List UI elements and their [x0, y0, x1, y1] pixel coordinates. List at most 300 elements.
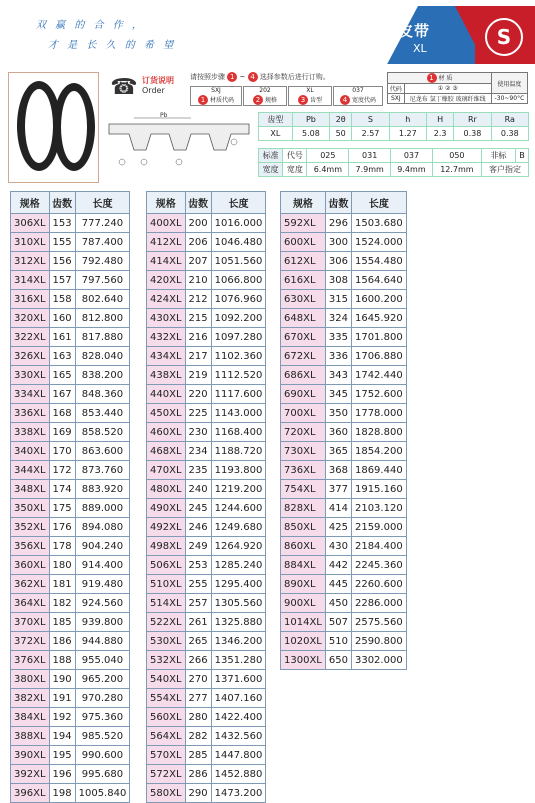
belt-length: 1371.600 [211, 670, 266, 689]
belt-length: 894.080 [75, 518, 130, 537]
belt-spec: 352XL [11, 518, 50, 537]
belt-length: 3302.000 [351, 651, 406, 670]
belt-length: 1285.240 [211, 556, 266, 575]
belt-length: 787.400 [75, 233, 130, 252]
col-teeth: 齿数 [325, 192, 351, 214]
belt-length: 1706.880 [351, 347, 406, 366]
belt-length: 1524.000 [351, 233, 406, 252]
order-step-2-num: 2 [253, 95, 263, 105]
param-header-1: Pb [292, 113, 329, 127]
page-subtitle: XL [413, 42, 427, 55]
slogan-line-2: 才 是 长 久 的 希 望 [48, 40, 177, 51]
belt-length: 1752.600 [351, 385, 406, 404]
phone-icon: ☎ [110, 75, 138, 100]
belt-teeth: 324 [325, 309, 351, 328]
belt-spec: 412XL [147, 233, 186, 252]
table-row [281, 575, 407, 594]
belt-teeth: 450 [325, 594, 351, 613]
belt-length: 1452.880 [211, 765, 266, 784]
belt-teeth: 345 [325, 385, 351, 404]
table-row [11, 366, 130, 385]
belt-teeth: 343 [325, 366, 351, 385]
belt-teeth: 157 [49, 271, 75, 290]
belt-spec: 860XL [281, 537, 326, 556]
belt-spec: 470XL [147, 461, 186, 480]
page-title: 梯型齿同步皮带 [318, 22, 431, 40]
belt-spec: 344XL [11, 461, 50, 480]
table-row [11, 651, 130, 670]
belt-teeth: 255 [185, 575, 211, 594]
table-row [281, 233, 407, 252]
width-label-top: 标准 [259, 149, 283, 163]
table-row [147, 784, 266, 803]
belt-length: 995.680 [75, 765, 130, 784]
table-row [11, 233, 130, 252]
belt-spec: 360XL [11, 556, 50, 575]
order-hint-step-b: 4 [248, 72, 258, 82]
belt-teeth: 282 [185, 727, 211, 746]
param-value-1: 5.08 [292, 127, 329, 141]
table-row [281, 214, 407, 233]
belt-spec: 1300XL [281, 651, 326, 670]
table-row [147, 575, 266, 594]
material-table [387, 72, 528, 104]
width-code-3: 050 [432, 149, 481, 163]
belt-teeth: 210 [185, 271, 211, 290]
brand-logo: S [485, 18, 523, 56]
table-row [147, 385, 266, 404]
col-spec: 规格 [11, 192, 50, 214]
col-length: 长度 [75, 192, 130, 214]
belt-teeth: 182 [49, 594, 75, 613]
width-code-2: 037 [391, 149, 433, 163]
table-row [281, 404, 407, 423]
belt-spec: 600XL [281, 233, 326, 252]
table-row [11, 594, 130, 613]
material-name-3: 玻璃纤维线 [455, 96, 486, 103]
table-row [281, 271, 407, 290]
belt-teeth: 155 [49, 233, 75, 252]
belt-length: 914.400 [75, 556, 130, 575]
table-row [11, 518, 130, 537]
belt-spec: 648XL [281, 309, 326, 328]
material-title: 材 质 [438, 75, 453, 82]
belt-teeth: 192 [49, 708, 75, 727]
table-row [11, 727, 130, 746]
param-header-7: Ra [491, 113, 528, 127]
belt-teeth: 253 [185, 556, 211, 575]
table-row [281, 632, 407, 651]
belt-teeth: 430 [325, 537, 351, 556]
belt-teeth: 188 [49, 651, 75, 670]
belt-teeth: 207 [185, 252, 211, 271]
belt-teeth: 280 [185, 708, 211, 727]
param-header-2: 2θ [330, 113, 352, 127]
belt-teeth: 510 [325, 632, 351, 651]
belt-teeth: 377 [325, 480, 351, 499]
table-row [281, 613, 407, 632]
belt-spec: 364XL [11, 594, 50, 613]
order-step-2-value: 202 [259, 87, 271, 94]
belt-teeth: 300 [325, 233, 351, 252]
belt-spec: 322XL [11, 328, 50, 347]
table-row [281, 347, 407, 366]
belt-spec: 730XL [281, 442, 326, 461]
table-row [11, 480, 130, 499]
belt-length: 1168.400 [211, 423, 266, 442]
width-code-label: 代号 [283, 149, 307, 163]
belt-spec: 320XL [11, 309, 50, 328]
belt-length: 802.640 [75, 290, 130, 309]
table-row [281, 252, 407, 271]
order-step-4 [333, 86, 383, 106]
table-row [11, 746, 130, 765]
material-temp-title: 使用温度 [491, 73, 527, 94]
order-step-4-label: 宽度代码 [351, 97, 376, 104]
material-code-1: ① [437, 85, 444, 92]
material-name-label: SXJ [388, 94, 405, 104]
table-row [281, 651, 407, 670]
table-row [281, 556, 407, 575]
belt-length: 1066.800 [211, 271, 266, 290]
belt-spec: 350XL [11, 499, 50, 518]
table-row [281, 537, 407, 556]
belt-teeth: 350 [325, 404, 351, 423]
belt-length: 1854.200 [351, 442, 406, 461]
table-row [147, 290, 266, 309]
belt-length: 944.880 [75, 632, 130, 651]
width-value-1: 7.9mm [349, 163, 391, 177]
belt-length: 1219.200 [211, 480, 266, 499]
belt-spec: 850XL [281, 518, 326, 537]
belt-teeth: 212 [185, 290, 211, 309]
table-row [147, 518, 266, 537]
belt-teeth: 186 [49, 632, 75, 651]
order-tag-en: Order [142, 86, 165, 95]
belt-spec: 672XL [281, 347, 326, 366]
belt-teeth: 414 [325, 499, 351, 518]
belt-teeth: 261 [185, 613, 211, 632]
belt-spec: 506XL [147, 556, 186, 575]
table-row [147, 670, 266, 689]
belt-spec: 440XL [147, 385, 186, 404]
param-value-7: 0.38 [491, 127, 528, 141]
belt-teeth: 178 [49, 537, 75, 556]
table-row [11, 575, 130, 594]
order-step-4-value: 037 [352, 87, 364, 94]
belt-spec: 480XL [147, 480, 186, 499]
order-step-3-label: 齿型 [309, 97, 322, 104]
belt-spec: 430XL [147, 309, 186, 328]
belt-teeth: 365 [325, 442, 351, 461]
belt-spec: 592XL [281, 214, 326, 233]
table-row [147, 347, 266, 366]
belt-length: 2575.560 [351, 613, 406, 632]
width-code-0: 025 [307, 149, 349, 163]
belt-spec: 690XL [281, 385, 326, 404]
order-step-3 [288, 86, 332, 106]
belt-spec: 336XL [11, 404, 50, 423]
belt-spec: 392XL [11, 765, 50, 784]
belt-spec: 492XL [147, 518, 186, 537]
belt-length: 1351.280 [211, 651, 266, 670]
belt-length: 1869.440 [351, 461, 406, 480]
table-row [281, 423, 407, 442]
table-row [11, 499, 130, 518]
table-row [11, 404, 130, 423]
belt-spec: 564XL [147, 727, 186, 746]
material-temp: -30~90°C [491, 94, 527, 104]
param-value-2: 50 [330, 127, 352, 141]
belt-length: 990.600 [75, 746, 130, 765]
col-spec: 规格 [281, 192, 326, 214]
belt-teeth: 217 [185, 347, 211, 366]
param-value-4: 1.27 [389, 127, 426, 141]
order-step-3-value: XL [306, 87, 314, 94]
param-header-6: Rr [454, 113, 491, 127]
table-row [11, 784, 130, 803]
table-row [11, 385, 130, 404]
belt-teeth: 169 [49, 423, 75, 442]
order-step-2-label: 规格 [264, 97, 277, 104]
belt-spec: 736XL [281, 461, 326, 480]
table-row [281, 366, 407, 385]
belt-table-2 [146, 191, 266, 803]
table-row [147, 537, 266, 556]
table-row [147, 252, 266, 271]
belt-length: 2245.360 [351, 556, 406, 575]
belt-length: 975.360 [75, 708, 130, 727]
width-value-label: 宽度 [283, 163, 307, 177]
col-spec: 规格 [147, 192, 186, 214]
belt-spec: 468XL [147, 442, 186, 461]
belt-teeth: 225 [185, 404, 211, 423]
belt-length: 1564.640 [351, 271, 406, 290]
belt-spec: 540XL [147, 670, 186, 689]
belt-teeth: 360 [325, 423, 351, 442]
belt-teeth: 285 [185, 746, 211, 765]
table-row [147, 499, 266, 518]
belt-teeth: 170 [49, 442, 75, 461]
belt-spec: 532XL [147, 651, 186, 670]
table-row [281, 290, 407, 309]
belt-length: 792.480 [75, 252, 130, 271]
belt-teeth: 277 [185, 689, 211, 708]
belt-length: 863.600 [75, 442, 130, 461]
belt-spec: 340XL [11, 442, 50, 461]
belt-length: 904.240 [75, 537, 130, 556]
belt-length: 853.440 [75, 404, 130, 423]
belt-teeth: 650 [325, 651, 351, 670]
belt-spec: 570XL [147, 746, 186, 765]
table-row [11, 328, 130, 347]
belt-teeth: 245 [185, 499, 211, 518]
table-row [11, 252, 130, 271]
order-step-1-label: 材质代码 [209, 97, 234, 104]
belt-length: 1046.480 [211, 233, 266, 252]
table-row [147, 271, 266, 290]
belt-length: 1645.920 [351, 309, 406, 328]
belt-spec: 884XL [281, 556, 326, 575]
belt-spec: 362XL [11, 575, 50, 594]
belt-spec: 414XL [147, 252, 186, 271]
table-row [147, 328, 266, 347]
order-hint [190, 72, 330, 82]
belt-spec: 700XL [281, 404, 326, 423]
belt-length: 1051.560 [211, 252, 266, 271]
belt-length: 1325.880 [211, 613, 266, 632]
belt-spec: 450XL [147, 404, 186, 423]
belt-teeth: 216 [185, 328, 211, 347]
belt-spec: 580XL [147, 784, 186, 803]
belt-teeth: 195 [49, 746, 75, 765]
table-row [11, 670, 130, 689]
table-row [11, 290, 130, 309]
belt-spec: 514XL [147, 594, 186, 613]
belt-length: 2159.000 [351, 518, 406, 537]
belt-teeth: 336 [325, 347, 351, 366]
belt-length: 1112.520 [211, 366, 266, 385]
belt-length: 812.800 [75, 309, 130, 328]
belt-length: 777.240 [75, 214, 130, 233]
belt-length: 1188.720 [211, 442, 266, 461]
belt-length: 2103.120 [351, 499, 406, 518]
order-step-1-num: 1 [198, 95, 208, 105]
belt-teeth: 153 [49, 214, 75, 233]
belt-teeth: 266 [185, 651, 211, 670]
belt-teeth: 234 [185, 442, 211, 461]
col-teeth: 齿数 [49, 192, 75, 214]
belt-spec: 314XL [11, 271, 50, 290]
table-row [147, 613, 266, 632]
belt-spec: 312XL [11, 252, 50, 271]
belt-teeth: 235 [185, 461, 211, 480]
belt-length: 1742.440 [351, 366, 406, 385]
belt-length: 797.560 [75, 271, 130, 290]
belt-spec: 330XL [11, 366, 50, 385]
belt-teeth: 445 [325, 575, 351, 594]
table-row [147, 689, 266, 708]
table-row [11, 689, 130, 708]
table-row [281, 461, 407, 480]
width-value-3: 12.7mm [432, 163, 481, 177]
param-header-4: h [389, 113, 426, 127]
belt-teeth: 335 [325, 328, 351, 347]
width-custom-value: 客户指定 [481, 163, 528, 177]
belt-length: 1554.480 [351, 252, 406, 271]
belt-teeth: 198 [49, 784, 75, 803]
table-row [281, 518, 407, 537]
belt-spec: 382XL [11, 689, 50, 708]
belt-teeth: 215 [185, 309, 211, 328]
belt-length: 985.520 [75, 727, 130, 746]
param-header-3: S [352, 113, 389, 127]
width-table [258, 148, 529, 177]
belt-length: 1346.200 [211, 632, 266, 651]
belt-spec: 310XL [11, 233, 50, 252]
belt-teeth: 167 [49, 385, 75, 404]
belt-teeth: 265 [185, 632, 211, 651]
table-row [147, 442, 266, 461]
belt-length: 919.480 [75, 575, 130, 594]
belt-teeth: 174 [49, 480, 75, 499]
belt-length: 2590.800 [351, 632, 406, 651]
width-custom-label: 非标 [481, 149, 515, 163]
col-teeth: 齿数 [185, 192, 211, 214]
belt-spec: 720XL [281, 423, 326, 442]
belt-spec: 356XL [11, 537, 50, 556]
table-row [11, 461, 130, 480]
belt-teeth: 165 [49, 366, 75, 385]
belt-length: 817.880 [75, 328, 130, 347]
belt-spec: 334XL [11, 385, 50, 404]
belt-length: 889.000 [75, 499, 130, 518]
belt-teeth: 176 [49, 518, 75, 537]
param-header-0: 齿型 [259, 113, 293, 127]
order-hint-mid: ~ [239, 73, 246, 81]
material-code-2: ② [445, 85, 451, 92]
table-row [11, 423, 130, 442]
order-hint-after: 选择参数后进行订购。 [259, 73, 330, 81]
belt-length: 939.800 [75, 613, 130, 632]
order-tag-cn: 订货说明 [142, 76, 174, 85]
table-row [11, 632, 130, 651]
belt-length: 1407.160 [211, 689, 266, 708]
belt-spec: 372XL [11, 632, 50, 651]
belt-spec: 432XL [147, 328, 186, 347]
belt-spec: 424XL [147, 290, 186, 309]
col-length: 长度 [211, 192, 266, 214]
table-row [147, 746, 266, 765]
belt-length: 1244.600 [211, 499, 266, 518]
belt-length: 1701.800 [351, 328, 406, 347]
belt-length: 1005.840 [75, 784, 130, 803]
belt-spec: 754XL [281, 480, 326, 499]
table-row [11, 537, 130, 556]
belt-length: 1828.800 [351, 423, 406, 442]
order-step-1-value: SXJ [211, 87, 221, 94]
belt-table-3 [280, 191, 407, 670]
belt-teeth: 156 [49, 252, 75, 271]
table-row [281, 499, 407, 518]
belt-teeth: 296 [325, 214, 351, 233]
table-row [147, 556, 266, 575]
belt-length: 1092.200 [211, 309, 266, 328]
tooth-params-table [258, 112, 529, 141]
belt-spec: 376XL [11, 651, 50, 670]
belt-teeth: 425 [325, 518, 351, 537]
table-row [147, 404, 266, 423]
belt-length: 2286.000 [351, 594, 406, 613]
belt-teeth: 220 [185, 385, 211, 404]
material-code-label: 代码 [388, 84, 405, 94]
belt-spec: 338XL [11, 423, 50, 442]
belt-spec: 686XL [281, 366, 326, 385]
width-custom-code: B [515, 149, 528, 163]
belt-teeth: 257 [185, 594, 211, 613]
belt-spec: 420XL [147, 271, 186, 290]
belt-spec: 400XL [147, 214, 186, 233]
belt-length: 1117.600 [211, 385, 266, 404]
belt-teeth: 196 [49, 765, 75, 784]
belt-spec: 380XL [11, 670, 50, 689]
param-header-5: H [426, 113, 453, 127]
table-row [11, 556, 130, 575]
col-length: 长度 [351, 192, 406, 214]
belt-teeth: 219 [185, 366, 211, 385]
belt-teeth: 315 [325, 290, 351, 309]
belt-length: 1915.160 [351, 480, 406, 499]
